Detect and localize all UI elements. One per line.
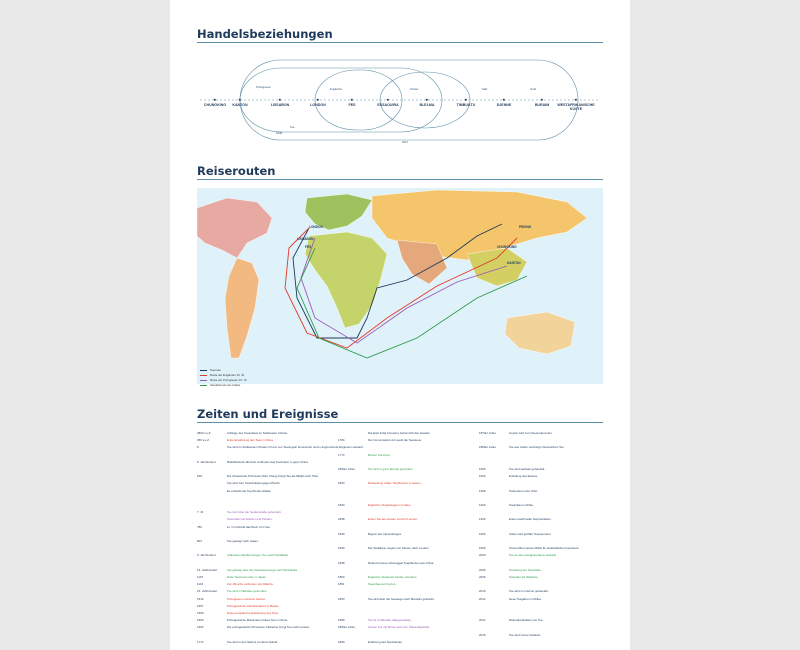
map-svg: [197, 188, 603, 384]
timeline-event: Tee wird über die Seidenstraße gehandelt.: [227, 510, 282, 515]
timeline-year: 1662: [197, 625, 204, 630]
timeline-year: 1908: [479, 488, 486, 493]
timeline-year: 1800er Jahre: [338, 467, 356, 471]
timeline-event: Tee wird immer beliebter.: [509, 632, 542, 637]
timeline-year: 2800 v.u.Z.: [197, 431, 212, 435]
timeline-event: Erste europäische Erwähnung des Tees.: [227, 611, 279, 615]
timeline-year: 1850: [338, 575, 345, 579]
timeline-year: 1772: [197, 639, 204, 644]
timeline-event: Erfindung des Eistees.: [509, 474, 538, 479]
timeline-year: 13. Jahrhundert: [197, 567, 218, 572]
timeline-event: Rekordproduktion von Tee.: [509, 618, 544, 623]
timeline-year: 1557: [197, 603, 204, 608]
city-label: LISSABON: [270, 103, 290, 107]
timeline-event: Teebeutel in den USA.: [509, 488, 538, 493]
city-label: LONDON: [310, 103, 326, 107]
timeline-event: Gründung der Teestraße.: [509, 567, 542, 572]
city-label: TIMBUKTU: [456, 103, 476, 107]
timeline-year: 1516: [197, 596, 204, 601]
timeline-event: Lu Yu schreibt das Buch vom Tee.: [227, 524, 271, 529]
timeline-year: 2010: [479, 589, 486, 594]
city-label: KANTON: [232, 103, 248, 107]
timeline-event: Teehandel mit Arabien und Persien.: [227, 517, 273, 522]
legend-swatch: [200, 375, 207, 376]
trade-annotation: Salz: [482, 87, 488, 91]
timeline-event: Erste Erwähnung des Tees in China.: [227, 438, 274, 443]
timeline-year: 804: [197, 539, 202, 543]
legend-item: Handelsroute der Araber: [200, 383, 240, 387]
timeline-event: Die Teeklipper segeln von Kanton nach London.: [368, 546, 430, 551]
timeline-year: 9. Jahrhundert: [197, 553, 216, 558]
city-label: ESSAOUIRA: [377, 103, 399, 107]
timeline-year: 1853: [338, 596, 345, 601]
timeline-event: Teeanbau in Afrika.: [509, 503, 534, 507]
map-label-lisbon: LISSABON: [297, 237, 314, 241]
timeline-event: Zen-Mönche verbreiten den Matcha.: [227, 582, 274, 587]
timeline-year: 1851: [338, 582, 345, 587]
section-rule: [197, 179, 603, 180]
timeline-event: Tee wird im Südwesten Chinas in Form von Teeziegeln konsumiert und in angrenzende Regionen verkauft.: [227, 445, 364, 450]
section-title-timeline: Zeiten und Ereignisse: [197, 407, 339, 421]
timeline-event: Robert Fortune schmuggelt Teepflanzen aus China.: [368, 560, 434, 565]
timeline-event: Englische Teebeutel werden erfunden.: [368, 575, 418, 579]
timeline-year: 1773: [338, 452, 345, 457]
timeline-year: 1930: [479, 517, 486, 522]
timeline-year: 1784: [338, 438, 345, 443]
timeline-year: 1820: [338, 481, 345, 486]
timeline-event: Portugiesen erreichen Kanton.: [227, 596, 267, 601]
timeline-event: Beginn des Opiumkrieges.: [368, 531, 402, 536]
timeline-year: 1990: [479, 546, 486, 551]
timeline-year: 350 v.u.Z.: [197, 438, 210, 443]
timeline-year: 5. Jahrhundert: [197, 459, 216, 464]
timeline-year: 1870er Jahre: [479, 431, 497, 435]
timeline-year: 1920: [479, 503, 486, 507]
timeline-year: 1950: [479, 531, 486, 536]
timeline-year: 1848: [338, 560, 345, 565]
timeline-event: Tee gelangt über die Karawanenwege nach Westafrika.: [227, 567, 298, 572]
timeline-year: 1869: [338, 639, 345, 644]
trade-annotation: 1838: [276, 131, 283, 135]
timeline-year: 1903: [479, 467, 486, 471]
timeline-event: Erster Tee aus Assam erreicht London.: [368, 517, 418, 522]
timeline-event: Portugiesische Handelsstation in Macau.: [227, 603, 280, 608]
timeline-event: Tee wird in ganz Europa getrunken.: [368, 467, 414, 471]
timeline-event: Tee wird über die Seewege nach Marokko gebracht.: [368, 596, 435, 601]
timeline-event: Buddhistische Mönche verbreiten das Teetrinken in ganz China.: [227, 459, 309, 464]
map-label-london: LONDON: [309, 225, 323, 229]
timeline-year: 1880er Jahre: [479, 445, 497, 450]
poster: [170, 0, 630, 650]
timeline-year: 1167: [197, 575, 204, 579]
timeline-column-2: [338, 432, 470, 650]
section-title-trade: Handelsbeziehungen: [197, 27, 333, 41]
land-south-america: [225, 258, 259, 358]
timeline-event: Ceylon wird zum Teeproduzenten.: [509, 431, 553, 435]
timeline-year: 1191: [197, 582, 204, 587]
timeline-event: Tee aus Indien verdrängt chinesischen Tee.: [509, 445, 565, 450]
timeline-year: 2006: [479, 575, 486, 579]
trade-annotation: Portugiesen: [256, 85, 271, 89]
trade-annotation: Englische: [330, 87, 343, 91]
timeline-event: Tee gelangt nach Japan.: [227, 539, 259, 543]
timeline-year: 2014: [479, 618, 486, 623]
timeline-event: Anfänge des Teeanbaus im Südwesten Chinas.: [227, 431, 288, 435]
timeline-event: Grüner Tee mit Minze wird zum Nationalgetränk.: [368, 625, 430, 630]
timeline-year: 7. Jh.: [197, 510, 205, 515]
timeline-event: Tee wird in den Salons Londons beliebt.: [227, 639, 279, 644]
timeline-year: 1839: [338, 531, 345, 536]
timeline-event: Indien wird größter Teeexporteur.: [509, 531, 552, 536]
timeline-event: Erste maschinelle Teeproduktion.: [509, 517, 552, 522]
legend-swatch: [200, 370, 207, 371]
map-label-peking: PEKING: [519, 225, 532, 229]
legend-swatch: [200, 385, 207, 386]
section-rule: [197, 422, 603, 423]
timeline-year: 1559: [197, 611, 204, 615]
timeline-year: 1904: [479, 474, 486, 479]
map-label-fes: FES: [305, 245, 312, 249]
timeline-column-3: [479, 432, 603, 650]
legend-item: Route der Portugiesen 16. Jh.: [200, 378, 247, 382]
timeline-year: 1560: [197, 618, 204, 623]
timeline-event: Tee wird zum Tauschobjekt gegen Pferde.: [227, 481, 281, 486]
timeline-event: Entdeckung wilder Teepflanzen in Assam.: [368, 481, 422, 486]
map-label-chungking: CHUNGKING: [497, 245, 517, 249]
city-label: WESTAFRIKANISCHE KÜSTE: [557, 103, 595, 112]
city-label: BURAIM: [534, 103, 550, 107]
timeline-event: Boston Tea Party.: [368, 452, 391, 457]
timeline-event: Tee wird im Internet gehandelt.: [509, 589, 549, 594]
legend-item: Route der Engländer 19. Jh.: [200, 373, 245, 377]
section-title-routes: Reiserouten: [197, 164, 276, 178]
trade-annotation: Tee: [290, 125, 295, 129]
timeline-event: Die chinesische Prinzessin Wen Cheng bringt Tee als Mitgift nach Tibet.: [227, 474, 319, 479]
timeline-event: Erste Teezeremonien in Japan.: [227, 575, 267, 579]
section-rule: [197, 42, 603, 43]
legend-swatch: [200, 380, 207, 381]
timeline-event: Teeanbau auf Ceylon.: [368, 582, 397, 587]
land-africa: [305, 232, 387, 328]
land-north-america: [197, 198, 272, 258]
timeline-year: 1838: [338, 517, 345, 522]
timeline-event: Tee wird in Marokko getrunken.: [227, 589, 268, 594]
timeline-event: Es entsteht die Tee-Pferde-Straße.: [227, 488, 272, 493]
timeline-year: 1860er Jahre: [338, 625, 356, 630]
timeline-event: Die portugiesische Prinzessin Catherine bringt Tee nach London.: [227, 625, 311, 630]
timeline-year: 15. Jahrhundert: [197, 589, 218, 594]
timeline-event: Englische Teeplantagen in Indien.: [368, 503, 412, 507]
timeline-event: Teekultur als Welterbe.: [509, 575, 539, 579]
timeline-event: Eröffnung des Suezkanals.: [368, 639, 403, 644]
timeline-event: Die East India Company beherrscht den Handel.: [368, 431, 431, 435]
timeline-year: 2012: [479, 596, 486, 601]
timeline-year: 1858: [338, 618, 345, 623]
timeline-year: 780: [197, 524, 202, 529]
timeline-event: China öffnet seinen Markt für ausländische Importeure.: [509, 546, 580, 551]
timeline-event: Neue Teegärten in Afrika.: [509, 596, 542, 601]
trade-annotation: 1817: [402, 140, 409, 144]
city-label: FES: [348, 103, 356, 107]
timeline-year: 2005: [479, 567, 486, 572]
trade-annotation: Gold: [530, 87, 536, 91]
timeline-year: 618: [197, 474, 202, 479]
timeline-event: Arabische Händler bringen Tee nach Nordafrika.: [227, 553, 289, 558]
world-map: [197, 188, 603, 384]
timeline-event: Tee ist das meistgetrunkene Getränk.: [509, 553, 557, 558]
legend-item: Teeroute: [200, 368, 221, 372]
city-label: BLELMA: [419, 103, 435, 107]
timeline-year: 8.: [197, 445, 200, 450]
timeline-year: 1830: [338, 503, 345, 507]
timeline-event: Tee ist in Marokko allgegenwärtig.: [368, 618, 412, 623]
timeline-event: Tee wird weltweit gehandelt.: [509, 467, 546, 471]
timeline-year: 2000: [479, 553, 486, 558]
city-label: CHUNGKING: [203, 103, 227, 107]
timeline-event: Portugiesische Missionare trinken Tee in China.: [227, 618, 288, 623]
land-australia: [505, 312, 575, 354]
trade-annotation: Zucker: [410, 87, 419, 91]
timeline-year: 2015: [479, 632, 486, 637]
map-label-canton: KANTON: [507, 261, 521, 265]
timeline-year: 1840: [338, 546, 345, 551]
timeline-event: Der Commutation Act senkt die Teesteuer.: [368, 438, 422, 443]
city-label: DJENNE: [496, 103, 512, 107]
